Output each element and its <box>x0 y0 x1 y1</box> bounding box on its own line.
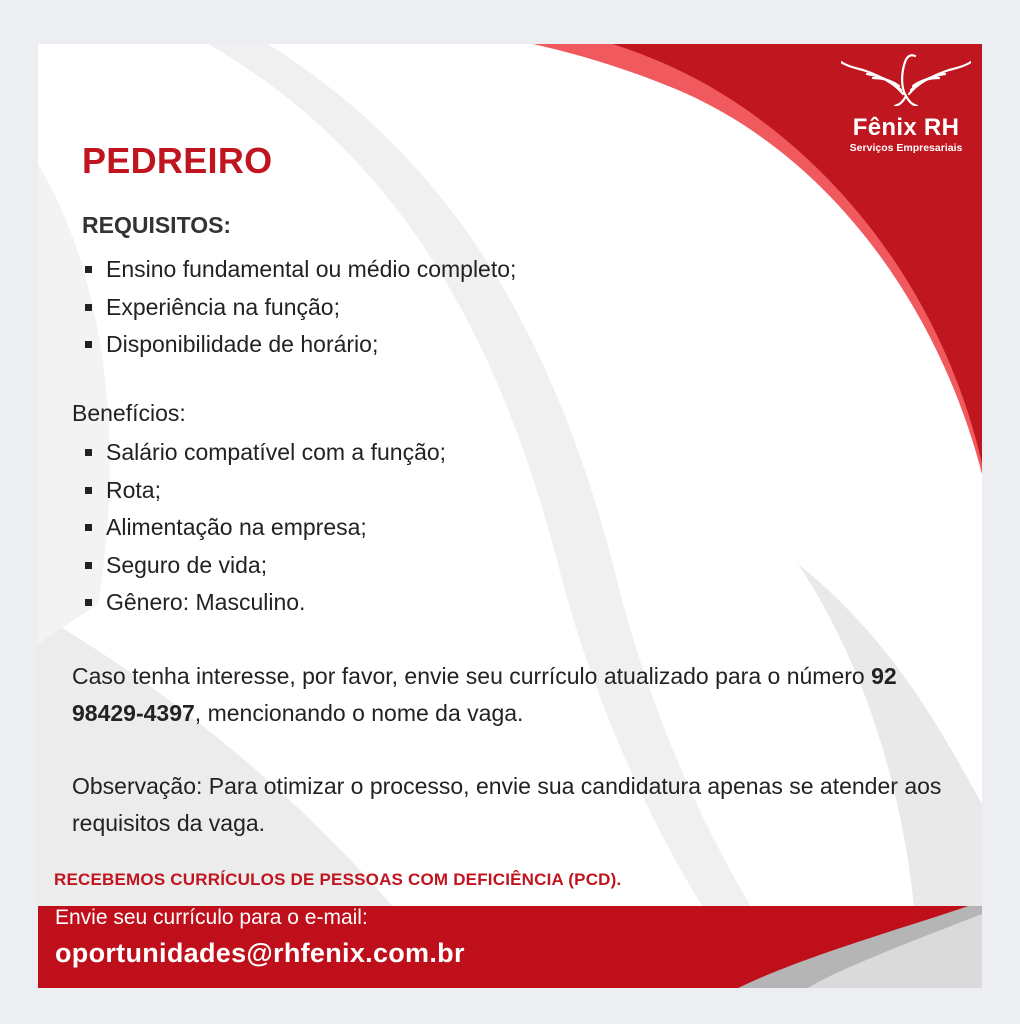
email-link[interactable]: oportunidades@rhfenix.com.br <box>55 938 465 968</box>
phoenix-wings-icon <box>841 50 971 106</box>
brand-tagline: Serviços Empresariais <box>849 142 963 154</box>
pcd-notice: RECEBEMOS CURRÍCULOS DE PESSOAS COM DEFICIÊNCIA (PCD). <box>54 870 622 889</box>
phone-number[interactable]: 92 98429-4397 <box>72 663 897 726</box>
contact-text-before: Caso tenha interesse, por favor, envie seu currículo atualizado para o número <box>72 663 872 689</box>
contact-paragraph <box>72 658 952 732</box>
list-item: Alimentação na empresa; <box>82 509 446 547</box>
footer-label: Envie seu currículo para o e-mail: <box>55 906 368 929</box>
list-item: Rota; <box>82 472 446 510</box>
list-item: Disponibilidade de horário; <box>82 326 516 364</box>
benefits-list <box>82 434 446 622</box>
brand-logo <box>833 50 982 160</box>
requirements-list <box>82 251 516 364</box>
list-item: Salário compatível com a função; <box>82 434 446 472</box>
page-title: PEDREIRO <box>82 140 273 181</box>
list-item: Experiência na função; <box>82 289 516 327</box>
brand-name: Fênix RH <box>852 114 960 141</box>
job-post-card <box>38 44 982 988</box>
list-item: Gênero: Masculino. <box>82 584 446 622</box>
list-item: Ensino fundamental ou médio completo; <box>82 251 516 289</box>
requirements-title: REQUISITOS: <box>82 212 232 238</box>
observation-paragraph: Observação: Para otimizar o processo, envie sua candidatura apenas se atender aos requisitos da vaga. <box>72 773 942 836</box>
list-item: Seguro de vida; <box>82 547 446 585</box>
contact-text-after: , mencionando o nome da vaga. <box>194 700 524 726</box>
benefits-title: Benefícios: <box>72 400 186 426</box>
